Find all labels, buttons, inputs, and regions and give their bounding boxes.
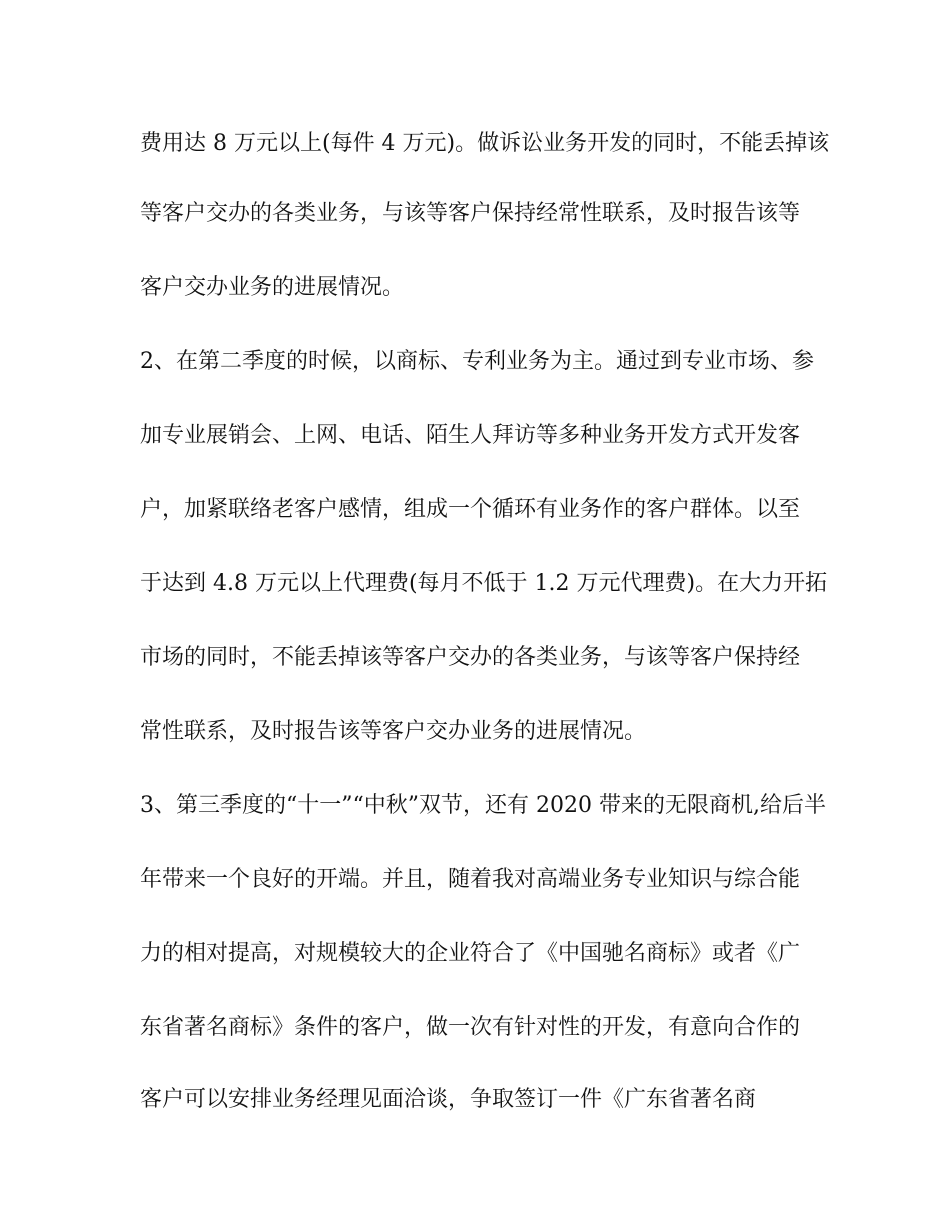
text-line: 力的相对提高，对规模较大的企业符合了《中国驰名商标》或者《广	[140, 941, 801, 966]
text-line: 3、第三季度的“十一”“中秋”双节，还有 2020 带来的无限商机,给后半	[140, 793, 826, 818]
text-line: 等客户交办的各类业务，与该等客户保持经常性联系，及时报告该等	[140, 201, 801, 226]
text-line: 客户交办业务的进展情况。	[140, 275, 405, 300]
text-line: 市场的同时，不能丢掉该等客户交办的各类业务，与该等客户保持经	[140, 645, 801, 670]
text-line: 加专业展销会、上网、电话、陌生人拜访等多种业务开发方式开发客	[140, 423, 801, 448]
text-line: 于达到 4.8 万元以上代理费(每月不低于 1.2 万元代理费)。在大力开拓	[140, 571, 828, 596]
text-line: 东省著名商标》条件的客户，做一次有针对性的开发，有意向合作的	[140, 1015, 801, 1040]
text-line: 户，加紧联络老客户感情，组成一个循环有业务作的客户群体。以至	[140, 497, 801, 522]
text-line: 费用达 8 万元以上(每件 4 万元)。做诉讼业务开发的同时，不能丢掉该	[140, 131, 830, 156]
text-line: 年带来一个良好的开端。并且，随着我对高端业务专业知识与综合能	[140, 867, 801, 892]
text-line: 客户可以安排业务经理见面洽谈，争取签订一件《广东省著名商	[140, 1087, 757, 1112]
text-line: 常性联系，及时报告该等客户交办业务的进展情况。	[140, 719, 647, 744]
text-line: 2、在第二季度的时候，以商标、专利业务为主。通过到专业市场、参	[140, 349, 814, 374]
